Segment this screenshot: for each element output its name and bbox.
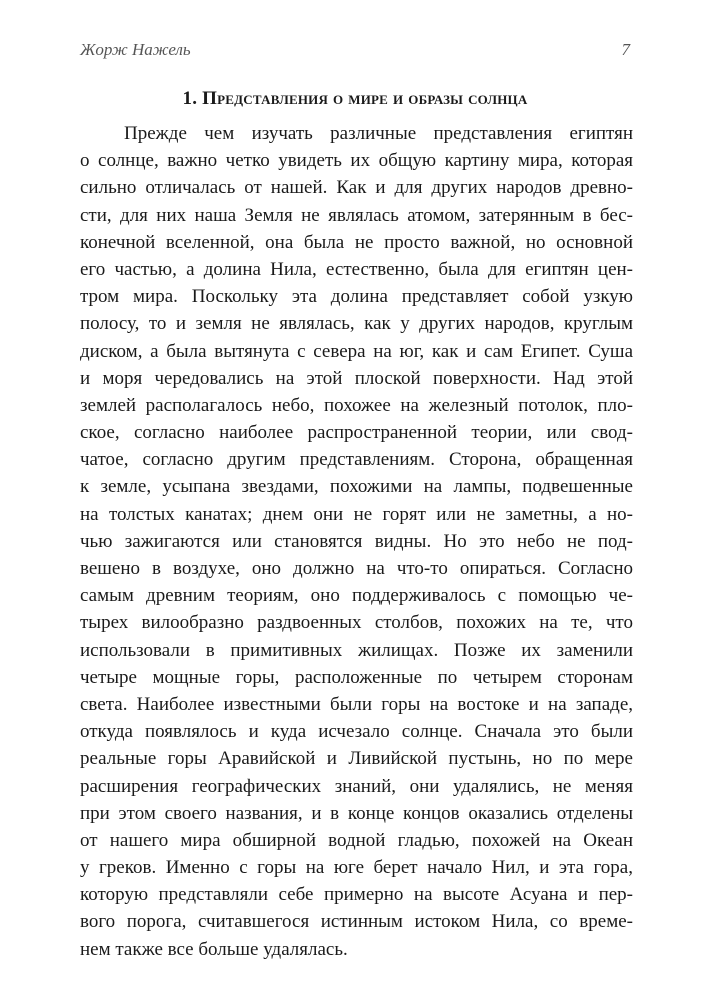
page-number: 7 (621, 40, 630, 59)
running-head (80, 40, 630, 64)
chapter-title (80, 88, 630, 110)
text-line: на толстых канатах; днем они не горят или не заметны, а но- (80, 503, 633, 525)
text-line: от нашего мира обширной водной гладью, похожей на Океан (80, 829, 633, 851)
text-line: к земле, усыпана звездами, похожими на лампы, подвешенные (80, 476, 633, 498)
text-line: четыре мощные горы, расположенные по четырем сторонам (80, 666, 633, 688)
text-line: реальные горы Аравийской и Ливийской пустынь, но по мере (80, 748, 633, 770)
text-line: нем также все больше удалялась. (80, 938, 348, 960)
text-line: у греков. Именно с горы на юге берет начало Нил, и эта гора, (80, 857, 633, 879)
text-line: тырех вилообразно раздвоенных столбов, похожих на те, что (80, 612, 633, 634)
text-line: сильно отличалась от нашей. Как и для других народов древно- (80, 177, 633, 199)
text-line: чью зажигаются или становятся видны. Но это небо не под- (80, 530, 633, 552)
text-line: использовали в примитивных жилищах. Позже их заменили (80, 639, 633, 661)
chapter-title-text: Представления о мире и образы солнца (202, 88, 528, 109)
text-line: его частью, а долина Нила, естественно, была для египтян цен- (80, 258, 633, 280)
text-line: самым древним теориям, оно поддерживалось с помощью че- (80, 585, 633, 607)
text-line: вешено в воздухе, оно должно на что-то опираться. Согласно (80, 558, 633, 579)
text-line: чатое, согласно другим представлениям. Сторона, обращенная (80, 449, 633, 471)
text-line: и моря чередовались на этой плоской поверхности. Над этой (80, 367, 633, 389)
text-line: о солнце, важно четко увидеть их общую картину мира, которая (80, 150, 633, 172)
text-line: расширения географических знаний, они удалялись, не меняя (80, 775, 633, 797)
text-line: тром мира. Поскольку эта долина представляет собой узкую (80, 286, 633, 308)
text-line: ское, согласно наиболее распространенной теории, или свод- (80, 422, 633, 444)
text-line: диском, а была вытянута с севера на юг, как и сам Египет. Суша (80, 340, 633, 362)
body-paragraph (80, 120, 633, 963)
text-line: конечной вселенной, она была не просто важной, но основной (80, 231, 633, 253)
text-line: Прежде чем изучать различные представления египтян (124, 123, 633, 144)
text-line: вого порога, считавшегося истинным истоком Нила, со време- (80, 911, 633, 933)
text-line: света. Наиболее известными были горы на востоке и на западе, (80, 693, 633, 715)
text-line: полосу, то и земля не являлась, как у других народов, круглым (80, 313, 633, 335)
text-line: откуда появлялось и куда исчезало солнце. Сначала это были (80, 721, 633, 743)
text-line: при этом своего названия, и в конце концов оказались отделены (80, 802, 633, 824)
text-line: которую представляли себе примерно на высоте Асуана и пер- (80, 884, 633, 906)
text-line: землей располагалось небо, похожее на железный потолок, пло- (80, 394, 633, 416)
chapter-number: 1. (182, 88, 198, 109)
running-head-author: Жорж Нажель (80, 40, 191, 59)
text-line: сти, для них наша Земля не являлась атомом, затерянным в бес- (80, 204, 633, 226)
